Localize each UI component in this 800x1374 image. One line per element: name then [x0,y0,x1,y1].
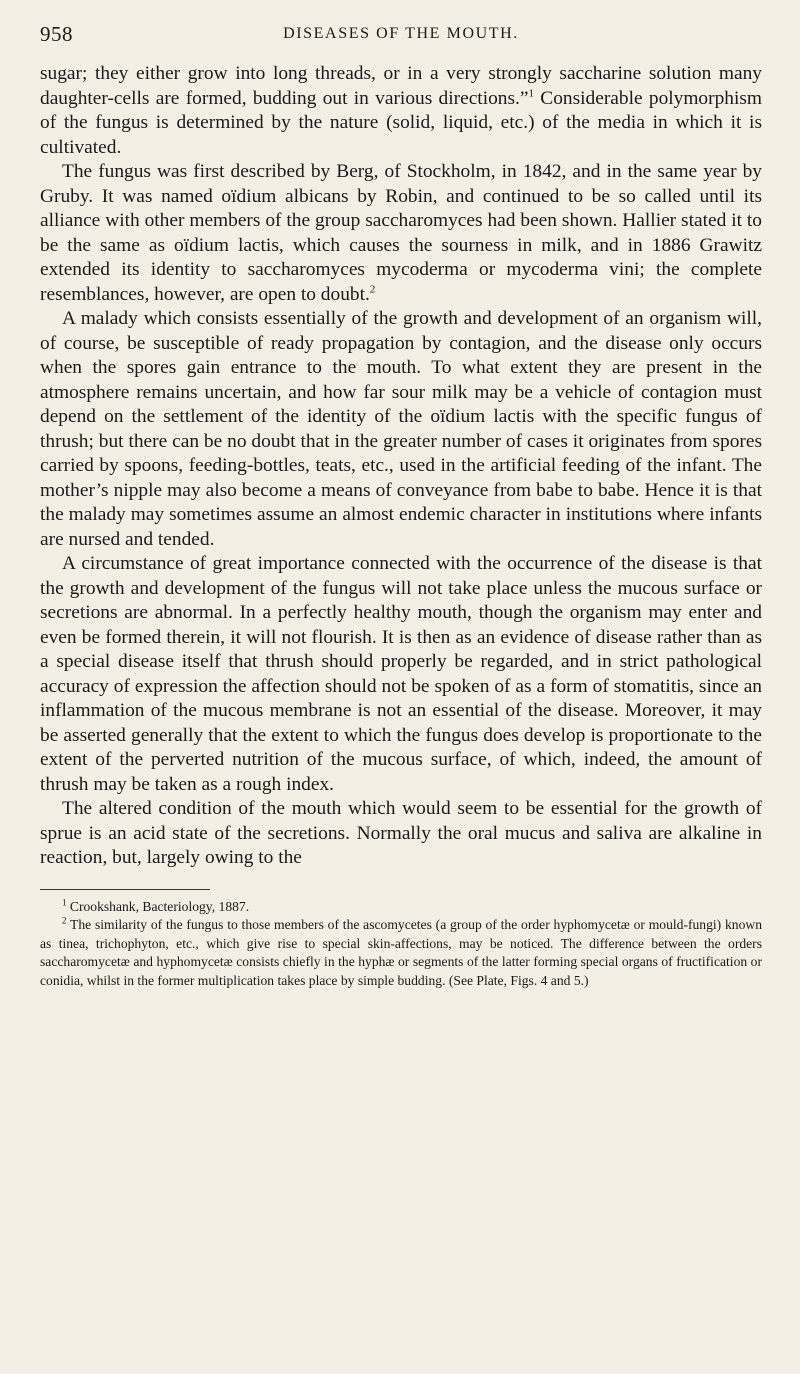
footnote [40,898,762,917]
running-head [40,22,762,48]
paragraph-text: A circumstance of great importance connected with the occurrence of the disease is that the growth and development of the fungus will not take place unless the mucous surface or secretions are abnormal. In a perfectly healthy mouth, though the organism may enter and even be formed therein, it will not flourish. It is then as an evidence of disease rather than as a special disease itself that thrush should properly be regarded, and in strict pathological accuracy of expression the affection should not be spoken of as a form of stomatitis, since an inflammation of the mucous membrane is not an essential of the disease. Moreover, it may be asserted generally that the extent to which the fungus does develop is proportionate to the extent of the perverted nutrition of the mucous surface, of which, indeed, the amount of thrush may be taken as a rough index. [40,553,762,795]
paragraph-text: The fungus was first described by Berg, of Stockholm, in 1842, and in the same year by Gruby. It was named oïdium albicans by Robin, and continued to be so called until its alliance with other members of the group saccharomyces had been shown. Hallier stated it to be the same as oïdium lactis, which causes the sourness in milk, and in 1886 Grawitz extended its identity to saccharomyces mycoderma or mycoderma vini; the complete resemblances, however, are open to doubt. [40,161,762,305]
footnote [40,916,762,990]
body-text [40,62,762,871]
footnotes [40,898,762,991]
book-page [40,22,762,1362]
footnote-ref: 1 [528,87,534,100]
footnote-text: Crookshank, Bacteriology, 1887. [66,898,250,914]
page-number: 958 [40,22,73,46]
paragraph-text: A malady which consists essentially of the growth and development of an organism will, of course, be susceptible of ready propagation by contagion, and the disease only occurs when the spores gain entrance to the mouth. To what extent they are present in the atmosphere remains uncertain, and how far sour milk may be a vehicle of contagion must depend on the settlement of the identity of the oïdium lactis with the specific fungus of thrush; but there can be no doubt that in the greater number of cases it originates from spores carried by spoons, feeding-bottles, teats, etc., used in the artificial feeding of the infant. The mother’s nipple may also become a means of conveyance from babe to babe. Hence it is that the malady may sometimes assume an almost endemic character in institutions where infants are nursed and tended. [40,308,762,550]
footnote-mark: 1 [62,896,67,907]
paragraph [40,552,762,797]
paragraph-text: sugar; they either grow into long threads, or in a very strongly saccharine solution many daughter-cells are formed, budding out in various directions.” [40,63,762,109]
paragraph-continued [40,62,762,160]
footnote-mark: 2 [62,915,67,926]
paragraph [40,307,762,552]
footnote-divider [40,889,210,890]
running-title: DISEASES OF THE MOUTH. [283,25,519,42]
footnote-ref: 2 [369,283,376,296]
paragraph-text-tail: Considerable polymorphism of the fungus is determined by the nature (solid, liquid, etc.) of the media in which it is cultivated. [40,87,762,158]
paragraph-text: The altered condition of the mouth which would seem to be essential for the growth of sprue is an acid state of the secretions. Normally the oral mucus and saliva are alkaline in reaction, but, largely owing to the [40,798,762,868]
paragraph [40,797,762,871]
paragraph [40,160,762,307]
footnote-text: The similarity of the fungus to those members of the ascomycetes (a group of the order hyphomycetæ or mould-fungi) known as tinea, trichophyton, etc., which give rise to special skin-affections, may be noticed. The difference between the orders saccharomycetæ and hyphomycetæ consists chiefly in the hyphæ or segments of the latter forming special organs of fructification or conidia, whilst in the former multiplication takes place by simple budding. (See Plate, Figs. 4 and 5.) [40,917,762,988]
